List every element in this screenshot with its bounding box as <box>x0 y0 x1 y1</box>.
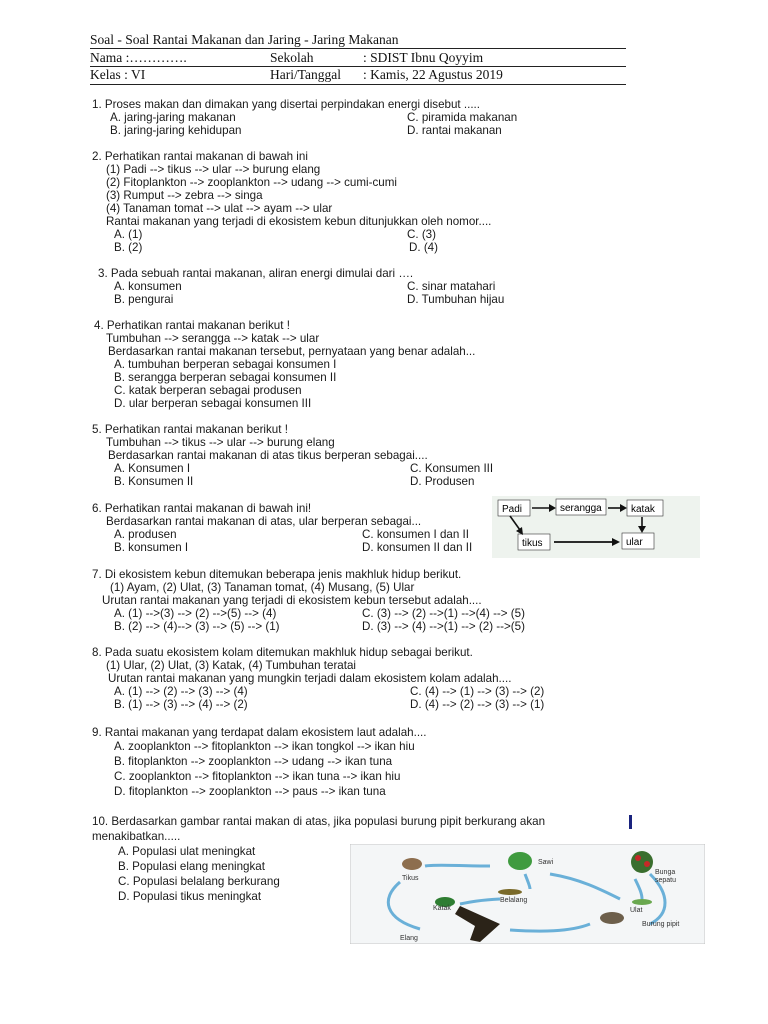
question-6-option-a: A. produsen <box>114 528 177 541</box>
question-2-line-4: (4) Tanaman tomat --> ulat --> ayam --> ular <box>106 202 333 215</box>
node-serangga-label: serangga <box>560 503 602 514</box>
food-web-diagram <box>350 844 705 944</box>
question-4-chain: Tumbuhan --> serangga --> katak --> ular <box>106 332 320 345</box>
bunga-label: Bunga <box>655 869 676 876</box>
question-6-option-d: D. konsumen II dan II <box>362 541 473 554</box>
elang-label: Elang <box>400 935 418 942</box>
question-3-option-c: C. sinar matahari <box>407 280 496 293</box>
question-2-line-2: (2) Fitoplankton --> zooplankton --> udang --> cumi-cumi <box>106 176 397 189</box>
question-5-option-b: B. Konsumen II <box>114 475 194 488</box>
question-5-option-d: D. Produsen <box>410 475 475 488</box>
header-divider <box>90 66 626 67</box>
question-6-text: 6. Perhatikan rantai makanan di bawah ini! <box>92 502 312 515</box>
question-8-option-c: C. (4) --> (1) --> (3) --> (2) <box>410 685 545 698</box>
tikus-icon <box>402 858 422 870</box>
text-cursor <box>629 815 632 829</box>
question-2-line-1: (1) Padi --> tikus --> ular --> burung elang <box>106 163 321 176</box>
sekolah-value: : SDIST Ibnu Qoyyim <box>363 50 484 65</box>
question-2-option-d: D. (4) <box>409 241 438 254</box>
question-1-option-b: B. jaring-jaring kehidupan <box>110 124 242 137</box>
katak-label: Katak <box>433 905 451 912</box>
question-3-text: 3. Pada sebuah rantai makanan, aliran energi dimulai dari …. <box>98 267 414 280</box>
sepatu-label: sepatu <box>655 877 677 884</box>
question-5-option-c: C. Konsumen III <box>410 462 494 475</box>
sawi-icon <box>508 852 532 870</box>
question-3-option-b: B. pengurai <box>114 293 174 306</box>
question-7-option-a: A. (1) -->(3) --> (2) -->(5) --> (4) <box>114 607 277 620</box>
hari-label: Hari/Tanggal <box>270 67 342 82</box>
food-chain-diagram <box>492 496 700 558</box>
question-7-list: (1) Ayam, (2) Ulat, (3) Tanaman tomat, (4) Musang, (5) Ular <box>110 581 415 594</box>
node-ular-label: ular <box>626 537 643 548</box>
question-4-option-b: B. serangga berperan sebagai konsumen II <box>114 371 337 384</box>
question-5-text: 5. Perhatikan rantai makanan berikut ! <box>92 423 288 436</box>
question-1-option-d: D. rantai makanan <box>407 124 502 137</box>
burung-pipit-label: Burung pipit <box>642 921 680 928</box>
question-10-option-c: C. Populasi belalang berkurang <box>118 875 280 888</box>
node-tikus-label: tikus <box>522 538 543 549</box>
question-10-option-d: D. Populasi tikus meningkat <box>118 890 262 903</box>
question-5-option-a: A. Konsumen I <box>114 462 191 475</box>
question-9-option-c: C. zooplankton --> fitoplankton --> ikan tuna --> ikan hiu <box>114 770 401 783</box>
burung-pipit-icon <box>600 912 624 924</box>
question-7-option-c: C. (3) --> (2) -->(1) -->(4) --> (5) <box>362 607 525 620</box>
question-9-option-a: A. zooplankton --> fitoplankton --> ikan tongkol --> ikan hiu <box>114 740 415 753</box>
question-10-text: 10. Berdasarkan gambar rantai makan di atas, jika populasi burung pipit berkurang akan <box>92 815 546 828</box>
flower-petal <box>635 855 641 861</box>
arrow-sawi-tikus <box>425 865 490 866</box>
question-1-text: 1. Proses makan dan dimakan yang disertai perpindakan energi disebut ..... <box>92 98 480 111</box>
question-4-text: 4. Perhatikan rantai makanan berikut ! <box>94 319 290 332</box>
question-8-option-a: A. (1) --> (2) --> (3) --> (4) <box>114 685 248 698</box>
node-katak-label: katak <box>631 504 655 515</box>
ulat-label: Ulat <box>630 907 643 914</box>
header-divider <box>90 48 626 49</box>
sekolah-label: Sekolah <box>270 50 314 65</box>
question-4-option-a: A. tumbuhan berperan sebagai konsumen I <box>114 358 337 371</box>
question-2-line-3: (3) Rumput --> zebra --> singa <box>106 189 263 202</box>
question-7-option-d: D. (3) --> (4) -->(1) --> (2) -->(5) <box>362 620 525 633</box>
flower-petal <box>644 861 650 867</box>
question-4-prompt: Berdasarkan rantai makanan tersebut, pernyataan yang benar adalah... <box>108 345 476 358</box>
question-3-option-d: D. Tumbuhan hijau <box>407 293 505 306</box>
nama-label: Nama :…………. <box>90 50 187 65</box>
question-5-prompt: Berdasarkan rantai makanan di atas tikus berperan sebagai.... <box>108 449 428 462</box>
question-7-text: 7. Di ekosistem kebun ditemukan beberapa jenis makhluk hidup berikut. <box>92 568 462 581</box>
question-8-prompt: Urutan rantai makanan yang mungkin terjadi dalam ekosistem kolam adalah.... <box>108 672 512 685</box>
question-2-prompt: Rantai makanan yang terjadi di ekosistem kebun ditunjukkan oleh nomor.... <box>106 215 492 228</box>
question-6-option-c: C. konsumen I dan II <box>362 528 469 541</box>
question-3-option-a: A. konsumen <box>114 280 182 293</box>
question-2-text: 2. Perhatikan rantai makanan di bawah ini <box>92 150 308 163</box>
question-10-text-2: menakibatkan..... <box>92 830 181 843</box>
question-8-option-d: D. (4) --> (2) --> (3) --> (1) <box>410 698 545 711</box>
ulat-icon <box>632 899 652 905</box>
question-4-option-d: D. ular berperan sebagai konsumen III <box>114 397 312 410</box>
question-7-prompt: Urutan rantai makanan yang terjadi di ekosistem kebun tersebut adalah.... <box>102 594 482 607</box>
question-2-option-b: B. (2) <box>114 241 143 254</box>
bunga-sepatu-icon <box>631 851 653 873</box>
page-title: Soal - Soal Rantai Makanan dan Jaring - Jaring Makanan <box>90 32 399 47</box>
hari-value: : Kamis, 22 Agustus 2019 <box>363 67 503 82</box>
question-8-list: (1) Ular, (2) Ulat, (3) Katak, (4) Tumbuhan teratai <box>106 659 357 672</box>
belalang-label: Belalang <box>500 897 528 904</box>
tikus-label: Tikus <box>402 875 419 882</box>
kelas-label: Kelas : VI <box>90 67 146 82</box>
belalang-icon <box>498 889 522 895</box>
question-2-option-a: A. (1) <box>114 228 143 241</box>
question-5-chain: Tumbuhan --> tikus --> ular --> burung elang <box>106 436 335 449</box>
header-divider <box>90 84 626 85</box>
question-1-option-a: A. jaring-jaring makanan <box>110 111 236 124</box>
sawi-label: Sawi <box>538 859 554 866</box>
question-8-text: 8. Pada suatu ekosistem kolam ditemukan makhluk hidup sebagai berikut. <box>92 646 473 659</box>
question-9-text: 9. Rantai makanan yang terdapat dalam ekosistem laut adalah.... <box>92 726 427 739</box>
question-9-option-b: B. fitoplankton --> zooplankton --> udang --> ikan tuna <box>114 755 393 768</box>
question-4-option-c: C. katak berperan sebagai produsen <box>114 384 302 397</box>
question-1-option-c: C. piramida makanan <box>407 111 518 124</box>
question-7-option-b: B. (2) --> (4)--> (3) --> (5) --> (1) <box>114 620 280 633</box>
question-6-prompt: Berdasarkan rantai makanan di atas, ular berperan sebagai... <box>106 515 422 528</box>
question-8-option-b: B. (1) --> (3) --> (4) --> (2) <box>114 698 248 711</box>
question-10-option-b: B. Populasi elang meningkat <box>118 860 265 873</box>
question-6-option-b: B. konsumen I <box>114 541 189 554</box>
question-10-option-a: A. Populasi ulat meningkat <box>118 845 256 858</box>
node-padi-label: Padi <box>502 504 523 515</box>
question-9-option-d: D. fitoplankton --> zooplankton --> paus --> ikan tuna <box>114 785 386 798</box>
question-2-option-c: C. (3) <box>407 228 436 241</box>
